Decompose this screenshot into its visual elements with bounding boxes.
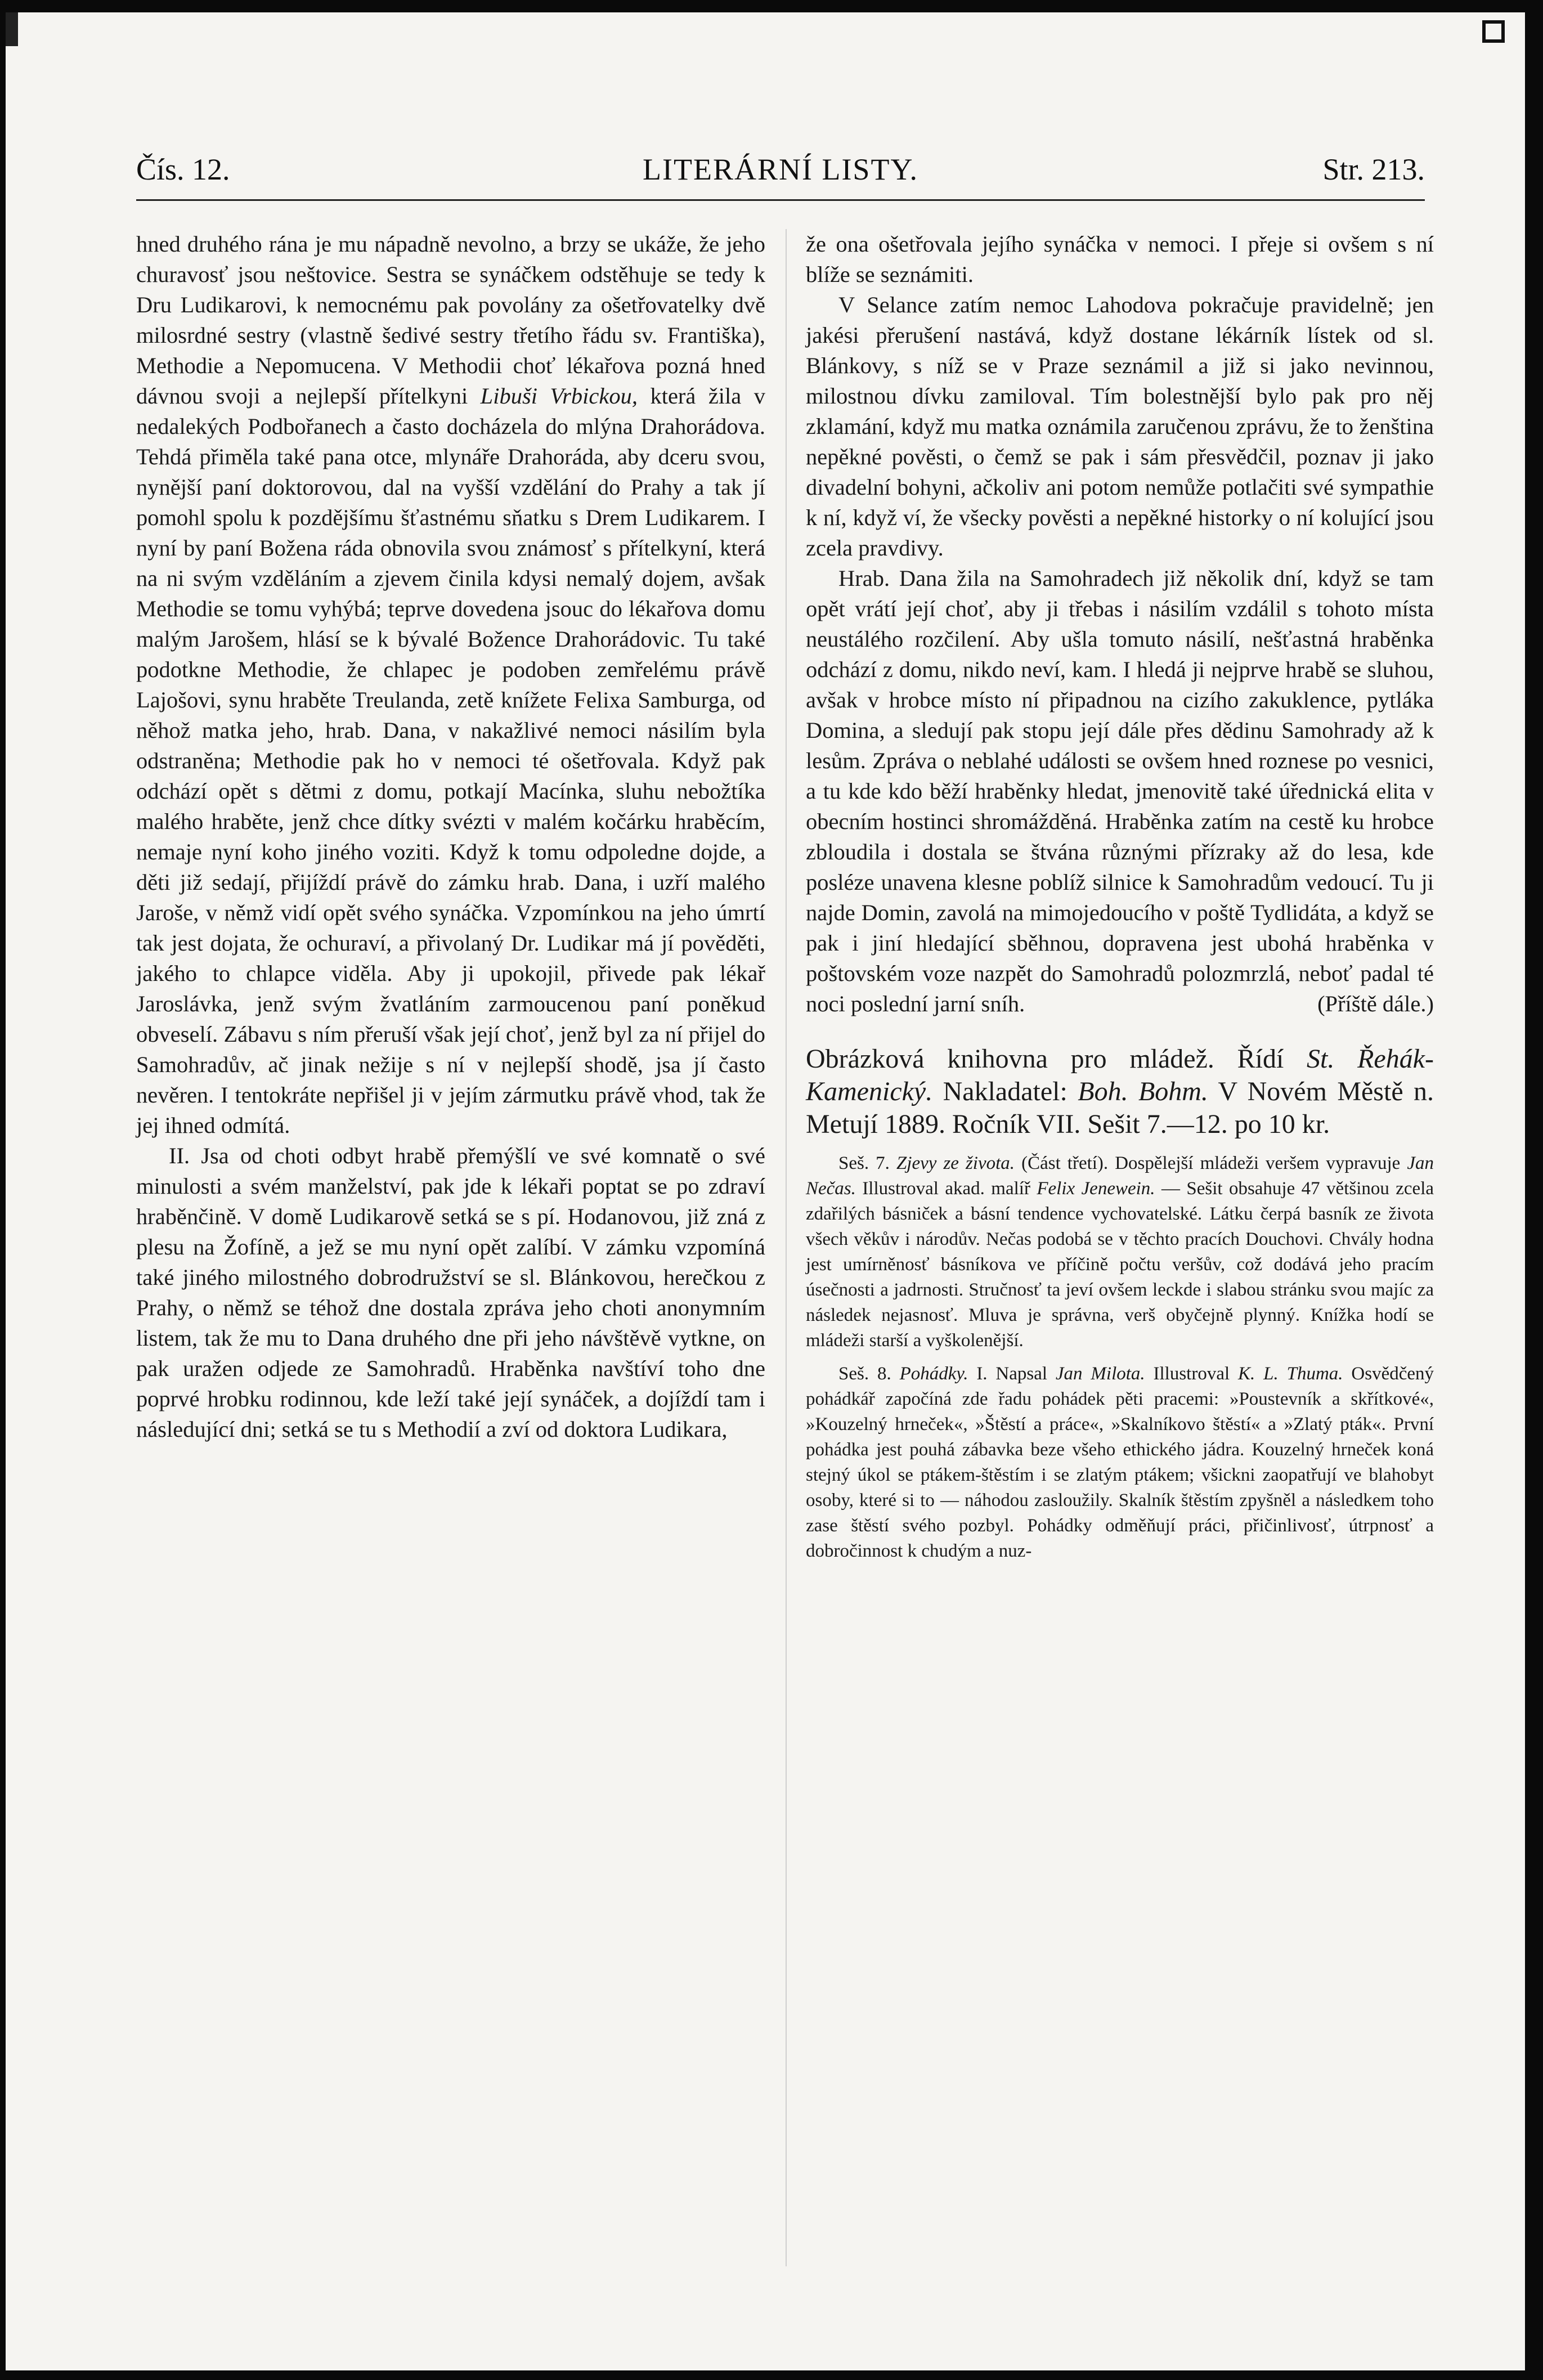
review-entry-8: Seš. 8. Pohádky. I. Napsal Jan Milota. Illustroval K. L. Thuma. Osvědčený pohádkář započíná zde řadu pohádek pěti pracemi: »Poustevník a skřítkové«, »Kouzelný hrneček«, »Štěstí a práce«, »Skalníkovo štěstí« a »Zlatý pták«. První pohádka jest pouhá zábavka beze všeho ethického jádra. Kouzelný hrneček koná stejný úkol se ptákem-štěstím i se zlatým ptákem; všickni zaopatřují ve blahobyt osoby, které si to — náhodou zasloužily. Skalník štěstím zpyšněl a následkem toho zase štěstí svého pozbyl. Pohádky odměňují práci, přičinlivosť, útrpnosť a dobročinnost k chudým a nuz-	[806, 1364, 1434, 1561]
section-place: V Novém Městě n. Metují 1889. Ročník VII. Sešit 7.—12. po 10 kr.	[806, 1077, 1434, 1139]
running-header	[136, 152, 1425, 192]
column-divider	[786, 229, 787, 2266]
left-paragraph-1: hned druhého rána je mu nápadně nevolno, a brzy se ukáže, že jeho churavosť jsou neštovice. Sestra se synáčkem odstěhuje se tedy k Dru Ludikarovi, k nemocnému pak povolány za ošetřovatelky dvě milosrdné sestry (vlastně šedivé sestry třetího řádu sv. Františka), Methodie a Nepomucena. V Methodii choť lékařova pozná hned dávnou svoji a nejlepší přítelkyni Libuši Vrbickou, která žila v nedalekých Podbořanech a často docházela do mlýna Drahorádova. Tehdá přiměla také pana otce, mlynáře Drahoráda, aby dceru svou, nynější paní doktorovou, dal na vyšší vzdělání do Prahy a tak jí pomohl spolu k pozdějšímu šťastnému sňatku s Drem Ludikarem. I nyní by paní Božena ráda obnovila svou známosť s přítelkyní, která na ni svým vzděláním a zjevem činila kdysi nemalý dojem, avšak Methodie se tomu vyhýbá; teprve dovedena jsouc do lékařova domu malým Jarošem, hlásí se k bývalé Božence Drahorádovic. Tu také podotkne Methodie, že chlapec je podoben zemřelému právě Lajošovi, synu hraběte Treulanda, zetě knížete Felixa Samburga, od něhož matka jeho, hrab. Dana, v nakažlivé nemoci násilím byla odstraněna; Methodie pak ho v nemoci té ošetřovala. Když pak odchází opět s dětmi z domu, potkají Macínka, sluhu nebožtíka malého hraběte, jenž chce dítky svézti v malém kočárku hraběcím, nemaje nyní koho jiného voziti. Když k tomu odpoledne dojde, a děti již sedají, přijíždí právě do zámku hrab. Dana, i uzří malého Jaroše, v němž vidí opět svého synáčka. Vzpomínkou na jeho úmrtí tak jest dojata, že ochuraví, a přivolaný Dr. Ludikar má jí pověděti, jakého to chlapce viděla. Aby ji upokojil, přivede pak lékař Jaroslávka, jenž svým žvatláním zarmoucenou paní poněkud obveselí. Zábavu s ním přeruší však její choť, jenž byl za ní přijel do Samohradův, ač jinak nežije s ní v nejlepší shodě, jsa jí často nevěren. I tentokráte nepřišel ji v jejím zármutku právě vhod, tak že jej ihned odmítá.	[136, 231, 765, 1138]
review-entry-7: Seš. 7. Zjevy ze života. (Část třetí). Dospělejší mládeži veršem vypravuje Jan Nečas. Illustroval akad. malíř Felix Jenewein. — Sešit obsahuje 47 většinou zcela zdařilých básniček a básní tendence vychovatelské. Látku čerpá basník ze života všech věkův i národův. Nečas podobá se v těchto pracích Douchovi. Chvály hodna jest umírněnosť básníkova ve příčině počtu veršův, což dodává jeho pracím úsečnosti a jadrnosti. Stručnosť ta jeví ovšem leckde i slabou stránku svou majíc za následek nejasnosť. Mluva je správna, verš obyčejně plynný. Knížka hodí se mládeži starší a vyškolenější.	[806, 1153, 1434, 1351]
right-column	[806, 229, 1434, 1564]
right-paragraph-1: že ona ošetřovala jejího synáčka v nemoci. I přeje si ovšem s ní blíže se seznámiti.	[806, 231, 1434, 287]
scan-corner-mark	[1482, 20, 1505, 43]
left-paragraph-2: II. Jsa od choti odbyt hrabě přemýšlí ve své komnatě o své minulosti a svém manželství, pak jde k lékaři poptat se po zdraví hraběnčině. V domě Ludikarově setká se s pí. Hodanovou, již zná z plesu na Žofíně, a jež se mu nyní opět zalíbí. V zámku vzpomíná také jiného milostného dobrodružství se sl. Blánkovou, herečkou z Prahy, o němž se téhož dne dostala zpráva jeho choti anonymním listem, tak že mu to Dana druhého dne při jeho návštěvě vytkne, on pak uražen odjede ze Samohradů. Hraběnka navštíví toho dne poprvé hrobku rodinnou, kde leží také její synáček, a dojíždí tam i následující dni; setká se tu s Methodií a zví od doktora Ludikara,	[136, 1143, 765, 1442]
review-section-heading: Obrázková knihovna pro mládež. Řídí St. Řehák-Kamenický. Nakladatel: Boh. Bohm. V Novém Městě n. Metují 1889. Ročník VII. Sešit 7.—12. po 10 kr.	[806, 1044, 1434, 1139]
section-editor: St. Řehák-Kamenický.	[806, 1044, 1434, 1106]
section-title: Obrázková knihovna pro mládež.	[806, 1044, 1214, 1074]
right-paragraph-2: V Selance zatím nemoc Lahodova pokračuje pravidelně; jen jakési přerušení nastává, když dostane lékárník lístek od sl. Blánkovy, s níž se v Praze seznámil a již si jako nevinnou, milostnou dívku zamiloval. Tím bolestnější bylo pak pro něj zklamání, když mu matka oznámila zaručenou zprávu, že to ženština nepěkné pověsti, o čemž se pak i sám přesvědčil, poznav ji jako divadelní bohyni, ačkoliv ani potom nemůže potlačiti své sympathie k ní, když ví, že všecky pověsti a nepěkné historky o ní kolující jsou zcela pravdivy.	[806, 292, 1434, 561]
continued-note: (Příště dále.)	[1317, 991, 1434, 1016]
person-name: Libuši Vrbickou,	[480, 383, 638, 409]
issue-number: Čís. 12.	[136, 153, 230, 186]
left-column	[136, 229, 765, 1445]
section-publisher: Boh. Bohm.	[1078, 1077, 1208, 1106]
page-number: Str. 213.	[1322, 153, 1425, 186]
right-paragraph-3: Hrab. Dana žila na Samohradech již několik dní, když se tam opět vrátí její choť, aby ji třebas i násilím vzdálil s tohoto místa neustálého rozčilení. Aby ušla tomuto násilí, nešťastná hraběnka odchází z domu, nikdo neví, kam. I hledá ji nejprve hrabě se sluhou, avšak v hrobce místo ní připadnou na cizího zakuklence, pytláka Domina, a sledují pak stopu její dále přes dědinu Samohrady až k lesům. Zpráva o neblahé události se ovšem hned roznese po vesnici, a tu kde kdo běží hraběnky hledat, jmenovitě také úřednická elita v obecním hostinci shromážděná. Hraběnka zatím na cestě ku hrobce zbloudila i dostala se štvána různými přízraky až do lesa, kde posléze unavena klesne poblíž silnice k Samohradům vedoucí. Tu ji najde Domin, zavolá na mimojedoucího v poště Tydlidáta, a když se pak i jiní hledající sběhnou, dopravena jest ubohá hraběnka v poštovském voze nazpět do Samohradů polozmrzlá, neboť padal té noci poslední jarní sníh. (Příště dále.)	[806, 563, 1434, 1019]
review-entries	[806, 1151, 1434, 1564]
journal-page	[6, 12, 1525, 2370]
header-rule	[136, 199, 1425, 201]
journal-title: LITERÁRNÍ LISTY.	[643, 153, 918, 186]
